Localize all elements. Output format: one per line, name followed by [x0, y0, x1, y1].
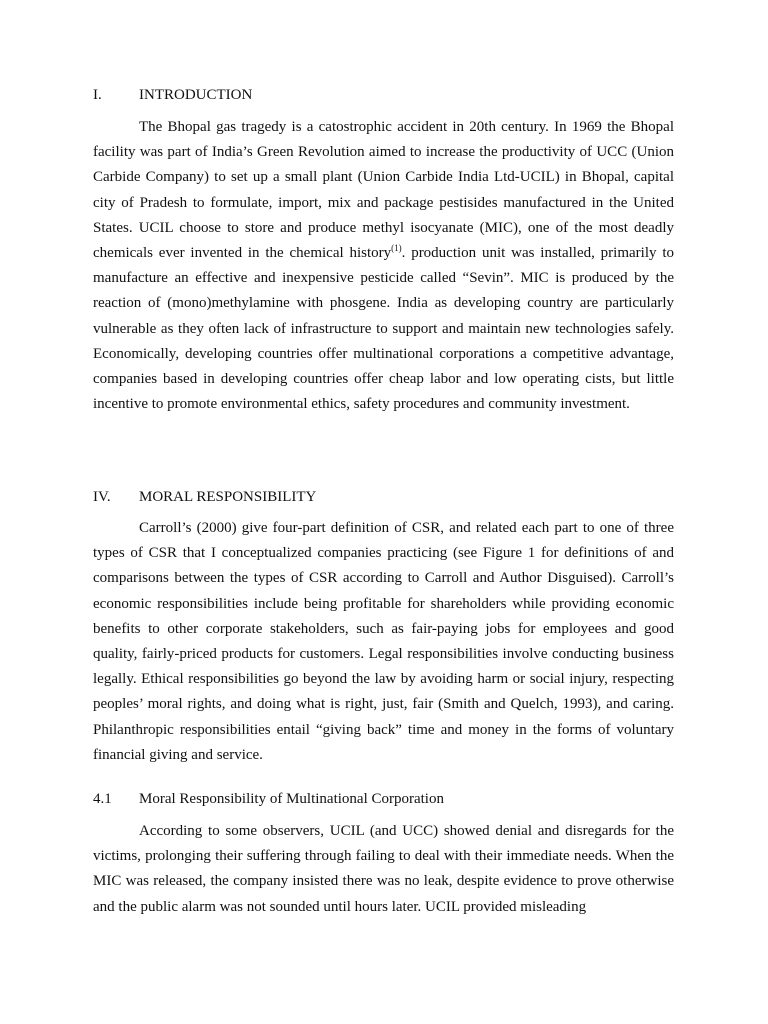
section-heading-introduction [93, 85, 252, 105]
section-number: IV. [93, 489, 111, 505]
section-heading-moral-responsibility [93, 487, 316, 507]
introduction-text-part2: . production unit was installed, primarily to manufacture an effective and inexpensive pesticide called “Sevin”. MIC is produced by the reaction of (mono)methylamine with phosgene. India as developing country are particularly vulnerable as they often lack of infrastructure to support and maintain new technologies safely. Economically, developing countries offer multinational corporations a competitive advantage, companies based in developing countries offer cheap labor and low operating cists, but little incentive to promote environmental ethics, safety procedures and community investment. [93, 245, 674, 413]
section-number: I. [93, 87, 102, 103]
subsection-title: Moral Responsibility of Multinational Corporation [139, 791, 444, 807]
multinational-paragraph: According to some observers, UCIL (and UCC) showed denial and disregards for the victims, prolonging their suffering through failing to deal with their immediate needs. When the MIC was released, the company insisted there was no leak, despite evidence to prove otherwise and the public alarm was not sounded until hours later. UCIL provided misleading [93, 823, 674, 915]
moral-responsibility-paragraph: Carroll’s (2000) give four-part definition of CSR, and related each part to one of three types of CSR that I conceptualized companies practicing (see Figure 1 for definitions of and comparisons between the types of CSR according to Carroll and Author Disguised). Carroll’s economic responsibilities include being profitable for shareholders while providing economic benefits to other corporate stakeholders, such as fair-paying jobs for employees and good quality, fairly-priced products for customers. Legal responsibilities involve conducting business legally. Ethical responsibilities go beyond the law by avoiding harm or social injury, respecting peoples’ moral rights, and doing what is right, just, fair (Smith and Quelch, 1993), and caring. Philanthropic responsibilities entail “giving back” time and money in the forms of voluntary financial giving and service. [93, 520, 674, 763]
introduction-paragraph [93, 115, 674, 417]
footnote-reference: (1) [391, 243, 402, 254]
subsection-number: 4.1 [93, 791, 112, 807]
section-title: MORAL RESPONSIBILITY [139, 489, 317, 505]
subsection-heading-multinational [93, 789, 444, 809]
section-title: INTRODUCTION [139, 87, 253, 103]
introduction-text-part1: The Bhopal gas tragedy is a catostrophic accident in 20th century. In 1969 the Bhopal facility was part of India’s Green Revolution aimed to increase the productivity of UCC (Union Carbide Company) to set up a small plant (Union Carbide India Ltd-UCIL) in Bhopal, capital city of Pradesh to formulate, import, mix and package pestisides manufactured in the United States. UCIL choose to store and produce methyl isocyanate (MIC), one of the most deadly chemicals ever invented in the chemical history [93, 119, 674, 262]
